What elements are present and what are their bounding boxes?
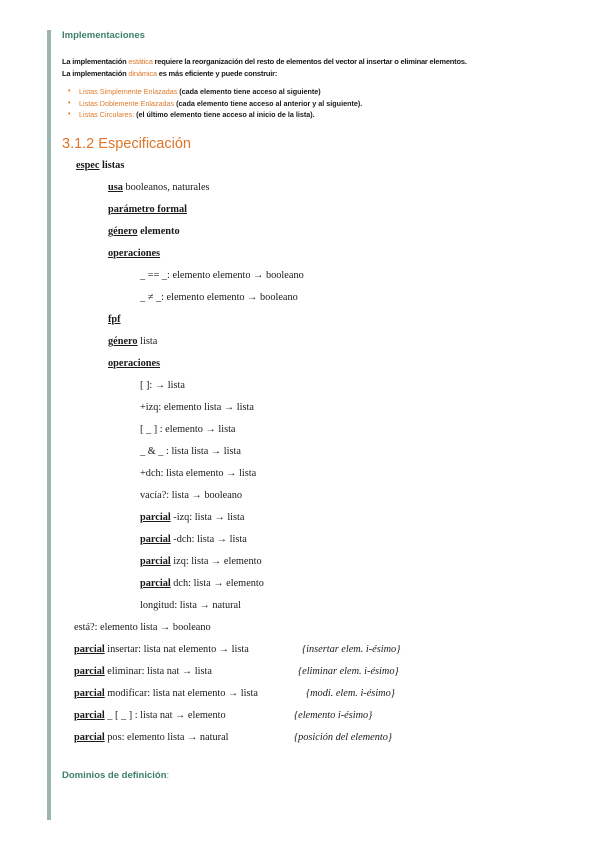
spec-op-eq: _ == _: elemento elemento → booleano — [140, 270, 304, 281]
section-title: 3.1.2 Especificación — [62, 136, 191, 152]
spec-op-lista: +izq: elemento lista → lista — [140, 402, 254, 413]
spec-comment: {posición del elemento} — [294, 732, 393, 743]
list-item: • Listas Doblemente Enlazadas (cada elemento tiene acceso al anterior y al siguiente). — [68, 98, 363, 108]
spec-comment: {elemento i-ésimo} — [294, 710, 373, 721]
spec-op-lista: _ & _ : lista lista → lista — [140, 446, 241, 457]
left-accent-bar — [47, 30, 51, 820]
spec-op-esta: está?: elemento lista → booleano — [74, 622, 211, 633]
bullet-icon: • — [68, 88, 71, 95]
spec-op-parcial: parcial -dch: lista → lista — [140, 534, 247, 545]
spec-op-parcial: parcial dch: lista → elemento — [140, 578, 264, 589]
spec-op-lista: vacía?: lista → booleano — [140, 490, 243, 501]
spec-genero-elemento-line: género elemento — [108, 226, 180, 237]
spec-outer-parcial: parcial insertar: lista nat elemento → lista — [74, 644, 249, 655]
spec-outer-parcial: parcial eliminar: lista nat → lista — [74, 666, 212, 677]
spec-outer-parcial: parcial pos: elemento lista → natural — [74, 732, 229, 743]
spec-comment: {insertar elem. i-ésimo} — [302, 644, 401, 655]
spec-fpf-line: fpf — [108, 314, 121, 325]
spec-comment: {eliminar elem. i-ésimo} — [298, 666, 399, 677]
list-item: • Listas Circulares: (el último elemento tiene acceso al inicio de la lista). — [68, 110, 315, 119]
bullet-icon: • — [68, 99, 71, 107]
spec-espec-line: espec listas — [76, 160, 125, 171]
spec-comment: {modi. elem. i-ésimo} — [306, 688, 395, 699]
list-item: • Listas Simplemente Enlazadas (cada elemento tiene acceso al siguiente) — [68, 87, 321, 96]
implementaciones-heading: Implementaciones — [62, 30, 145, 41]
spec-op-lista: +dch: lista elemento → lista — [140, 468, 257, 479]
spec-op-parcial: parcial izq: lista → elemento — [140, 556, 262, 567]
spec-op-parcial: parcial -izq: lista → lista — [140, 512, 245, 523]
bullet-icon: • — [68, 111, 71, 118]
intro-paragraph — [62, 56, 467, 80]
intro-line-2: La implementación dinámica es más eficiente y puede construir: — [62, 69, 278, 78]
list-types-bullets — [68, 86, 362, 121]
spec-usa-line: usa booleanos, naturales — [108, 182, 210, 193]
spec-op-lista: [ _ ] : elemento → lista — [140, 424, 236, 435]
spec-outer-parcial: parcial modificar: lista nat elemento → lista — [74, 688, 258, 699]
highlight-estatica: estática — [128, 57, 153, 66]
spec-genero-lista-line: género lista — [108, 336, 158, 347]
spec-outer-parcial: parcial _ [ _ ] : lista nat → elemento — [74, 710, 226, 721]
highlight-dinamica: dinámica — [128, 69, 157, 78]
spec-parametro-line: parámetro formal — [108, 204, 188, 215]
intro-line-1: La implementación estática requiere la reorganización del resto de elementos del vector al insertar o eliminar elementos. — [62, 57, 467, 66]
dominios-heading: Dominios de definición: — [62, 770, 170, 781]
spec-op-lista: [ ]: → lista — [140, 380, 185, 391]
spec-operaciones-line: operaciones — [108, 248, 161, 259]
spec-op-longitud: longitud: lista → natural — [140, 600, 241, 611]
spec-operaciones-lista-line: operaciones — [108, 358, 161, 369]
spec-op-neq: _ ≠ _: elemento elemento → booleano — [140, 292, 298, 303]
